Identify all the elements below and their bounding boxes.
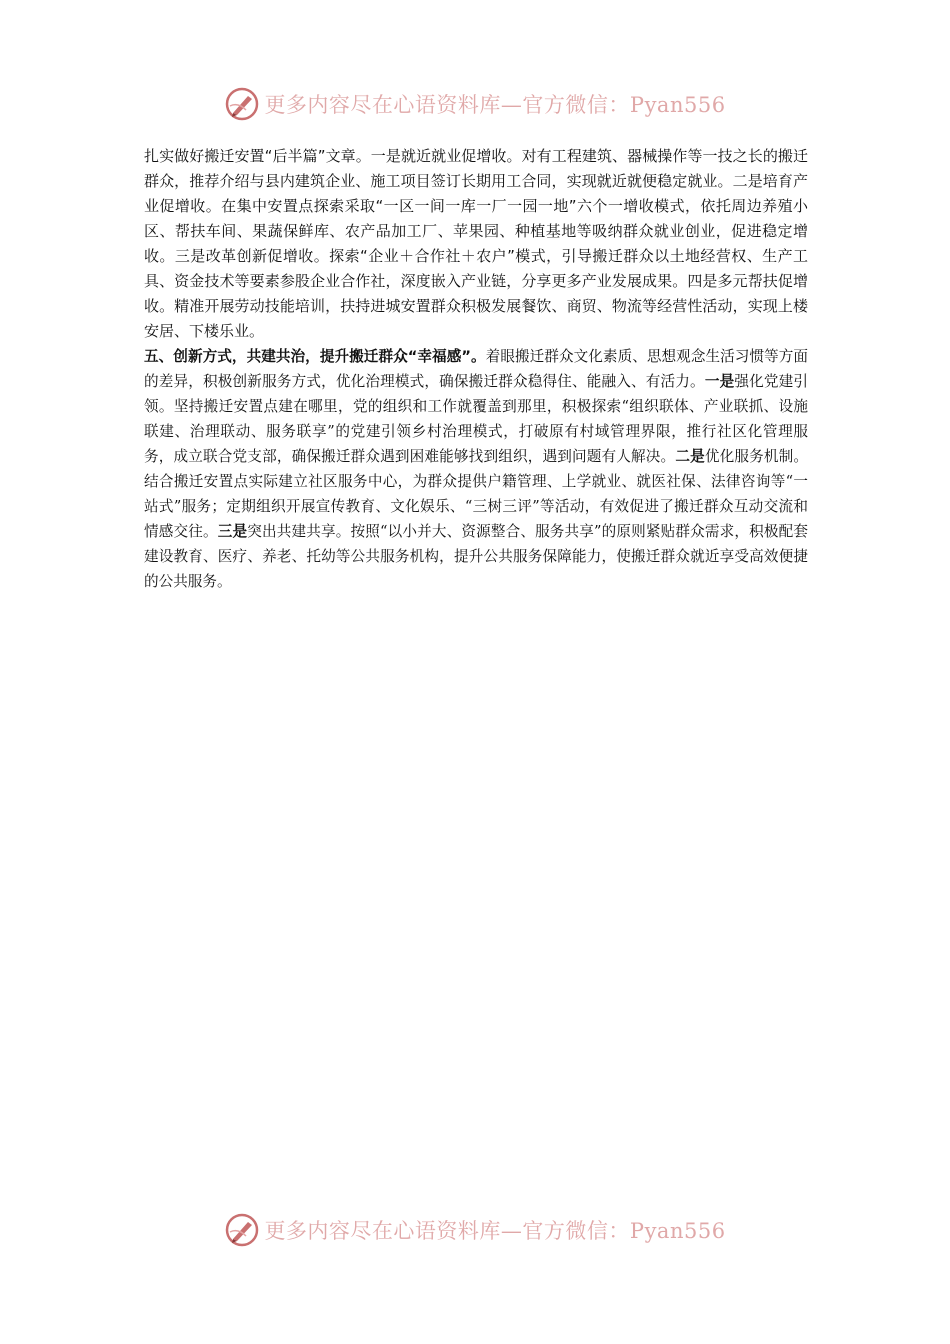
header-watermark bbox=[0, 84, 950, 124]
watermark-text: 更多内容尽在心语资料库—官方微信：Pyan556 bbox=[264, 1219, 726, 1243]
watermark-text: 更多内容尽在心语资料库—官方微信：Pyan556 bbox=[264, 93, 726, 117]
paragraph-employment: 扎实做好搬迁安置“后半篇”文章。一是就近就业促增收。对有工程建筑、器械操作等一技之长的搬迁群众，推荐介绍与县内建筑企业、施工项目签订长期用工合同，实现就近就便稳定就业。二是培育产业促增收。在集中安置点探索采取“一区一间一库一厂一园一地”六个一增收模式，依托周边养殖小区、帮扶车间、果蔬保鲜库、农产品加工厂、苹果园、种植基地等吸纳群众就业创业，促进稳定增收。三是改革创新促增收。探索“企业＋合作社＋农户”模式，引导搬迁群众以土地经营权、生产工具、资金技术等要素参股企业合作社，深度嵌入产业链，分享更多产业发展成果。四是多元帮扶促增收。精准开展劳动技能培训，扶持进城安置群众积极发展餐饮、商贸、物流等经营性活动，实现上楼安居、下楼乐业。 bbox=[144, 147, 808, 340]
point-three-label: 三是 bbox=[217, 523, 248, 540]
document-body bbox=[144, 144, 808, 594]
point-two-text: 优化服务机制。结合搬迁安置点实际建立社区服务中心，为群众提供户籍管理、上学就业、就医社保、法律咨询等“一站式”服务；定期组织开展宣传教育、文化娱乐、“三树三评”等活动，有效促进了搬迁群众互动交流和情感交往。 bbox=[144, 448, 808, 540]
section-heading: 五、创新方式，共建共治，提升搬迁群众“幸福感”。 bbox=[144, 348, 486, 365]
point-two-label: 二是 bbox=[675, 448, 705, 465]
point-one-label: 一是 bbox=[704, 373, 735, 390]
point-three-text: 突出共建共享。按照“以小并大、资源整合、服务共享”的原则紧贴群众需求，积极配套建设教育、医疗、养老、托幼等公共服务机构，提升公共服务保障能力，使搬迁群众就近享受高效便捷的公共服务。 bbox=[144, 523, 808, 590]
pen-logo-icon bbox=[224, 1212, 260, 1248]
pen-logo-icon bbox=[224, 86, 260, 122]
paragraph-governance bbox=[144, 344, 808, 594]
footer-watermark bbox=[0, 1210, 950, 1250]
section-intro: 着眼搬迁群众文化素质、思想观念生活习惯等方面的差异，积极创新服务方式，优化治理模式，确保搬迁群众稳得住、能融入、有活力。 bbox=[144, 348, 808, 390]
point-one-text: 强化党建引领。坚持搬迁安置点建在哪里，党的组织和工作就覆盖到那里，积极探索“组织联体、产业联抓、设施联建、治理联动、服务联享”的党建引领乡村治理模式，打破原有村域管理界限，推行社区化管理服务，成立联合党支部，确保搬迁群众遇到困难能够找到组织，遇到问题有人解决。 bbox=[144, 373, 808, 465]
